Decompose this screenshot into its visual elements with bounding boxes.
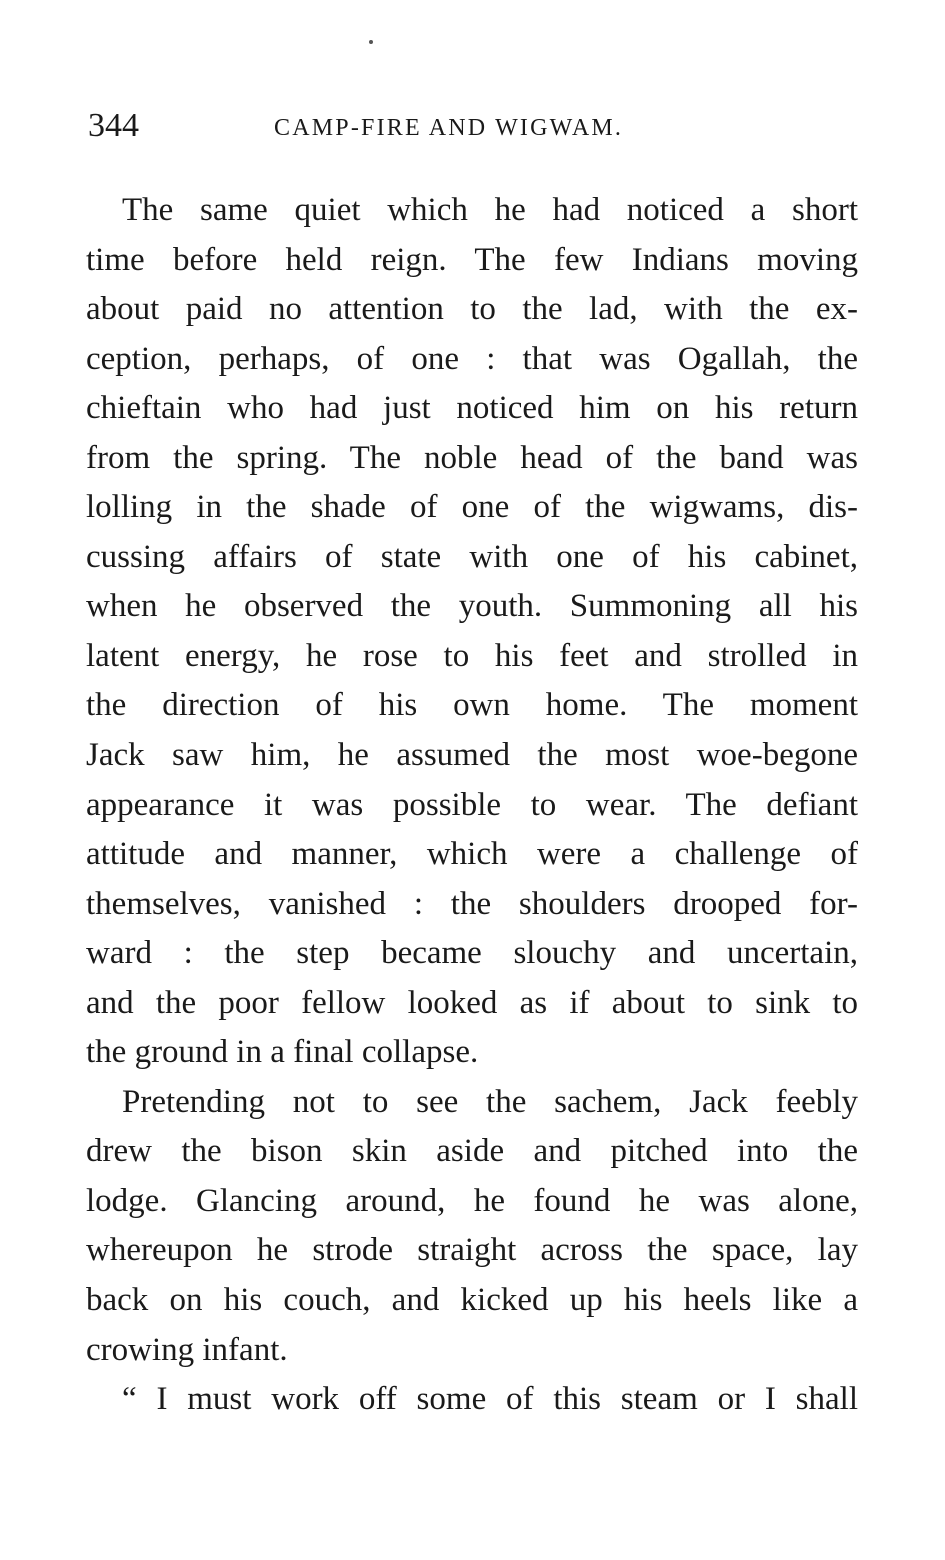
text-line: chieftain who had just noticed him on his return (86, 390, 858, 427)
text-line: themselves, vanished : the shoulders drooped for- (86, 885, 858, 922)
text-line: when he observed the youth. Summoning all his (86, 588, 858, 625)
text-line: drew the bison skin aside and pitched into the (86, 1133, 858, 1170)
text-line: Pretending not to see the sachem, Jack feebly (122, 1083, 858, 1120)
page-number: 344 (88, 107, 139, 144)
text-line: “ I must work off some of this steam or I shall (122, 1381, 858, 1418)
body-text (86, 186, 858, 1425)
text-line: lodge. Glancing around, he found he was alone, (86, 1182, 858, 1219)
text-line: about paid no attention to the lad, with the ex- (86, 291, 858, 328)
text-line: whereupon he strode straight across the space, lay (86, 1232, 858, 1269)
text-line: ception, perhaps, of one : that was Ogallah, the (86, 340, 858, 377)
text-line: latent energy, he rose to his feet and strolled in (86, 637, 858, 674)
text-line: time before held reign. The few Indians moving (86, 241, 858, 278)
text-line: The same quiet which he had noticed a short (122, 192, 858, 228)
text-line: the ground in a final collapse. (86, 1034, 479, 1071)
text-line: lolling in the shade of one of the wigwams, dis- (86, 489, 858, 526)
running-head: CAMP-FIRE AND WIGWAM. (274, 115, 624, 141)
text-line: cussing affairs of state with one of his cabinet, (86, 538, 858, 575)
text-line: ward : the step became slouchy and uncertain, (86, 935, 858, 972)
page-header (88, 104, 858, 148)
text-line: crowing infant. (86, 1331, 288, 1368)
text-line: Jack saw him, he assumed the most woe-begone (86, 737, 858, 774)
text-line: from the spring. The noble head of the band was (86, 439, 858, 476)
text-line: appearance it was possible to wear. The defiant (86, 786, 858, 823)
text-line: and the poor fellow looked as if about to sink to (86, 984, 858, 1021)
text-line: the direction of his own home. The moment (86, 687, 858, 724)
text-line: back on his couch, and kicked up his heels like a (86, 1282, 858, 1319)
print-speck (369, 40, 373, 44)
text-line: attitude and manner, which were a challenge of (86, 836, 858, 873)
